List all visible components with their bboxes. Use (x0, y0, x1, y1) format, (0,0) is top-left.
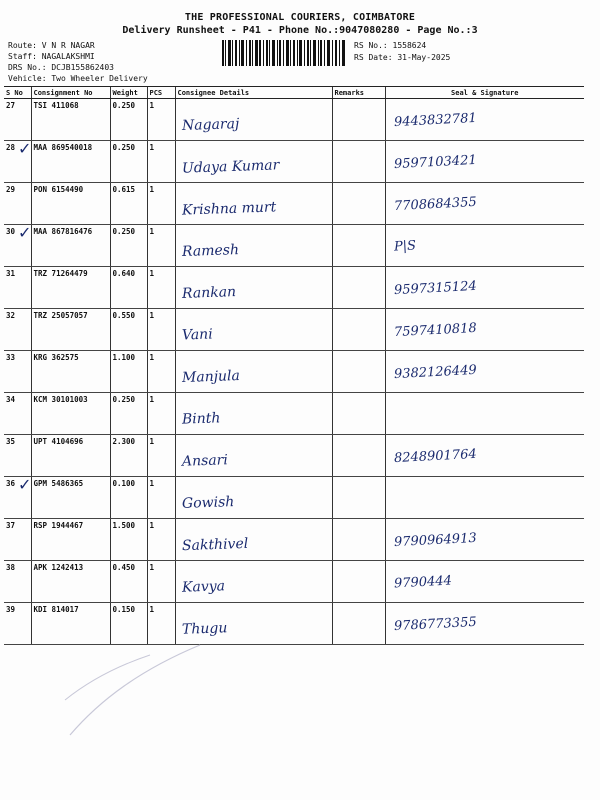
cell-remarks (332, 351, 385, 393)
cell-weight: 0.450 (110, 561, 147, 603)
cell-remarks (332, 99, 385, 141)
rs-number: RS No.: 1558624 (354, 41, 427, 50)
rs-date: RS Date: 31-May-2025 (354, 53, 451, 62)
cell-sno: 33 (4, 351, 31, 393)
table-row (4, 435, 584, 477)
signature-handwriting: 9790964913 (393, 530, 477, 551)
cell-pcs: 1 (147, 519, 175, 561)
check-mark-icon: ✓ (18, 475, 32, 494)
cell-consignment: KDI 814017 (31, 603, 110, 645)
cell-signature (385, 435, 584, 477)
signature-handwriting: 7708684355 (393, 194, 477, 215)
cell-weight: 0.150 (110, 603, 147, 645)
consignee-handwriting: Rankan (181, 284, 236, 302)
cell-consignment: APK 1242413 (31, 561, 110, 603)
col-sno: S No (4, 87, 31, 99)
company-name: THE PROFESSIONAL COURIERS, COIMBATORE (184, 12, 416, 23)
cell-remarks (332, 393, 385, 435)
cell-signature (385, 309, 584, 351)
cell-signature (385, 99, 584, 141)
cell-sno: 28 ✓ (4, 141, 31, 183)
col-seal: Seal & Signature (385, 87, 584, 99)
check-mark-icon: ✓ (18, 139, 32, 158)
signature-handwriting: P|S (393, 238, 416, 255)
staff-text: Staff: NAGALAKSHMI (8, 52, 95, 61)
col-remarks: Remarks (332, 87, 385, 99)
cell-remarks (332, 435, 385, 477)
col-consignment: Consignment No (31, 87, 110, 99)
cell-consignee (175, 351, 332, 393)
cell-signature (385, 183, 584, 225)
cell-sno: 39 (4, 603, 31, 645)
cell-consignee (175, 267, 332, 309)
cell-signature (385, 519, 584, 561)
consignee-handwriting: Manjula (181, 367, 240, 387)
cell-consignee (175, 309, 332, 351)
cell-signature (385, 561, 584, 603)
cell-sno: 36 ✓ (4, 477, 31, 519)
cell-consignment: MAA 869540018 (31, 141, 110, 183)
cell-weight: 0.100 (110, 477, 147, 519)
runsheet-table (4, 86, 584, 645)
cell-consignee (175, 603, 332, 645)
cell-pcs: 1 (147, 351, 175, 393)
signature-handwriting: 9786773355 (393, 614, 477, 635)
cell-weight: 1.100 (110, 351, 147, 393)
cell-consignment: TRZ 25057057 (31, 309, 110, 351)
consignee-handwriting: Gowish (181, 494, 235, 512)
cell-pcs: 1 (147, 183, 175, 225)
table-row (4, 309, 584, 351)
cell-pcs: 1 (147, 435, 175, 477)
cell-remarks (332, 561, 385, 603)
cell-pcs: 1 (147, 225, 175, 267)
cell-weight: 0.550 (110, 309, 147, 351)
cell-consignee (175, 99, 332, 141)
vehicle-text: Vehicle: Two Wheeler Delivery (8, 74, 148, 83)
cell-consignment: KRG 362575 (31, 351, 110, 393)
cell-consignee (175, 561, 332, 603)
cell-weight: 1.500 (110, 519, 147, 561)
cell-pcs: 1 (147, 393, 175, 435)
cell-consignment: RSP 1944467 (31, 519, 110, 561)
cell-consignee (175, 519, 332, 561)
cell-consignee (175, 183, 332, 225)
signature-handwriting: 9597103421 (393, 152, 477, 173)
cell-sno: 30 ✓ (4, 225, 31, 267)
cell-weight: 0.250 (110, 99, 147, 141)
document-header (0, 12, 600, 36)
cell-consignment: UPT 4104696 (31, 435, 110, 477)
signature-handwriting: 9443832781 (393, 110, 477, 131)
table-row (4, 99, 584, 141)
consignee-handwriting: Vani (181, 326, 213, 344)
cell-remarks (332, 603, 385, 645)
cell-remarks (332, 183, 385, 225)
cell-sno: 27 (4, 99, 31, 141)
cell-signature (385, 393, 584, 435)
cell-remarks (332, 309, 385, 351)
cell-signature (385, 141, 584, 183)
table-row (4, 519, 584, 561)
cell-remarks (332, 267, 385, 309)
consignee-handwriting: Sakthivel (181, 535, 248, 555)
table-row (4, 141, 584, 183)
table-row (4, 561, 584, 603)
cell-consignee (175, 477, 332, 519)
check-mark-icon: ✓ (18, 223, 32, 242)
cell-pcs: 1 (147, 561, 175, 603)
cell-sno: 37 (4, 519, 31, 561)
cell-pcs: 1 (147, 141, 175, 183)
cell-pcs: 1 (147, 477, 175, 519)
cell-pcs: 1 (147, 603, 175, 645)
cell-consignee (175, 393, 332, 435)
cell-sno: 32 (4, 309, 31, 351)
cell-consignment: KCM 30101003 (31, 393, 110, 435)
col-consignee: Consignee Details (175, 87, 332, 99)
cell-signature (385, 477, 584, 519)
col-pcs: PCS (147, 87, 175, 99)
cell-sno: 29 (4, 183, 31, 225)
barcode (222, 40, 346, 66)
table-header-row (4, 87, 584, 99)
consignee-handwriting: Krishna murt (181, 199, 277, 219)
col-weight: Weight (110, 87, 147, 99)
cell-pcs: 1 (147, 309, 175, 351)
pen-scribble (60, 640, 360, 740)
cell-signature (385, 225, 584, 267)
cell-weight: 0.250 (110, 225, 147, 267)
cell-sno: 31 (4, 267, 31, 309)
cell-consignee (175, 435, 332, 477)
table-row (4, 351, 584, 393)
cell-pcs: 1 (147, 99, 175, 141)
consignee-handwriting: Ansari (181, 452, 228, 470)
cell-sno: 35 (4, 435, 31, 477)
cell-weight: 0.615 (110, 183, 147, 225)
cell-consignee (175, 141, 332, 183)
table-row (4, 225, 584, 267)
table-row (4, 603, 584, 645)
cell-weight: 0.640 (110, 267, 147, 309)
signature-handwriting: 9382126449 (393, 362, 477, 383)
signature-handwriting: 8248901764 (393, 446, 477, 467)
drs-text: DRS No.: DCJB155862403 (8, 63, 114, 72)
meta-left (8, 40, 148, 84)
consignee-handwriting: Nagaraj (181, 116, 240, 134)
cell-consignment: PON 6154490 (31, 183, 110, 225)
cell-signature (385, 267, 584, 309)
consignee-handwriting: Ramesh (181, 242, 239, 260)
cell-consignment: TRZ 71264479 (31, 267, 110, 309)
consignee-handwriting: Kavya (181, 578, 225, 596)
cell-pcs: 1 (147, 267, 175, 309)
meta-right (354, 40, 450, 64)
cell-consignment: TSI 411068 (31, 99, 110, 141)
consignee-handwriting: Binth (181, 410, 221, 428)
cell-remarks (332, 225, 385, 267)
cell-remarks (332, 477, 385, 519)
cell-weight: 0.250 (110, 393, 147, 435)
signature-handwriting: 9790444 (393, 573, 452, 592)
table-row (4, 267, 584, 309)
cell-remarks (332, 519, 385, 561)
cell-signature (385, 351, 584, 393)
consignee-handwriting: Udaya Kumar (181, 157, 280, 177)
cell-weight: 2.300 (110, 435, 147, 477)
signature-handwriting: 7597410818 (393, 320, 477, 341)
cell-consignment: GPM 5486365 (31, 477, 110, 519)
table-row (4, 183, 584, 225)
runsheet-title: Delivery Runsheet - P41 - Phone No.:9047080280 - Page No.:3 (122, 25, 478, 36)
table-row (4, 393, 584, 435)
table-row (4, 477, 584, 519)
cell-sno: 38 (4, 561, 31, 603)
cell-consignment: MAA 867816476 (31, 225, 110, 267)
route-text: Route: V N R NAGAR (8, 41, 95, 50)
cell-consignee (175, 225, 332, 267)
consignee-handwriting: Thugu (181, 620, 228, 638)
signature-handwriting: 9597315124 (393, 278, 477, 299)
cell-remarks (332, 141, 385, 183)
cell-weight: 0.250 (110, 141, 147, 183)
cell-sno: 34 (4, 393, 31, 435)
cell-signature (385, 603, 584, 645)
